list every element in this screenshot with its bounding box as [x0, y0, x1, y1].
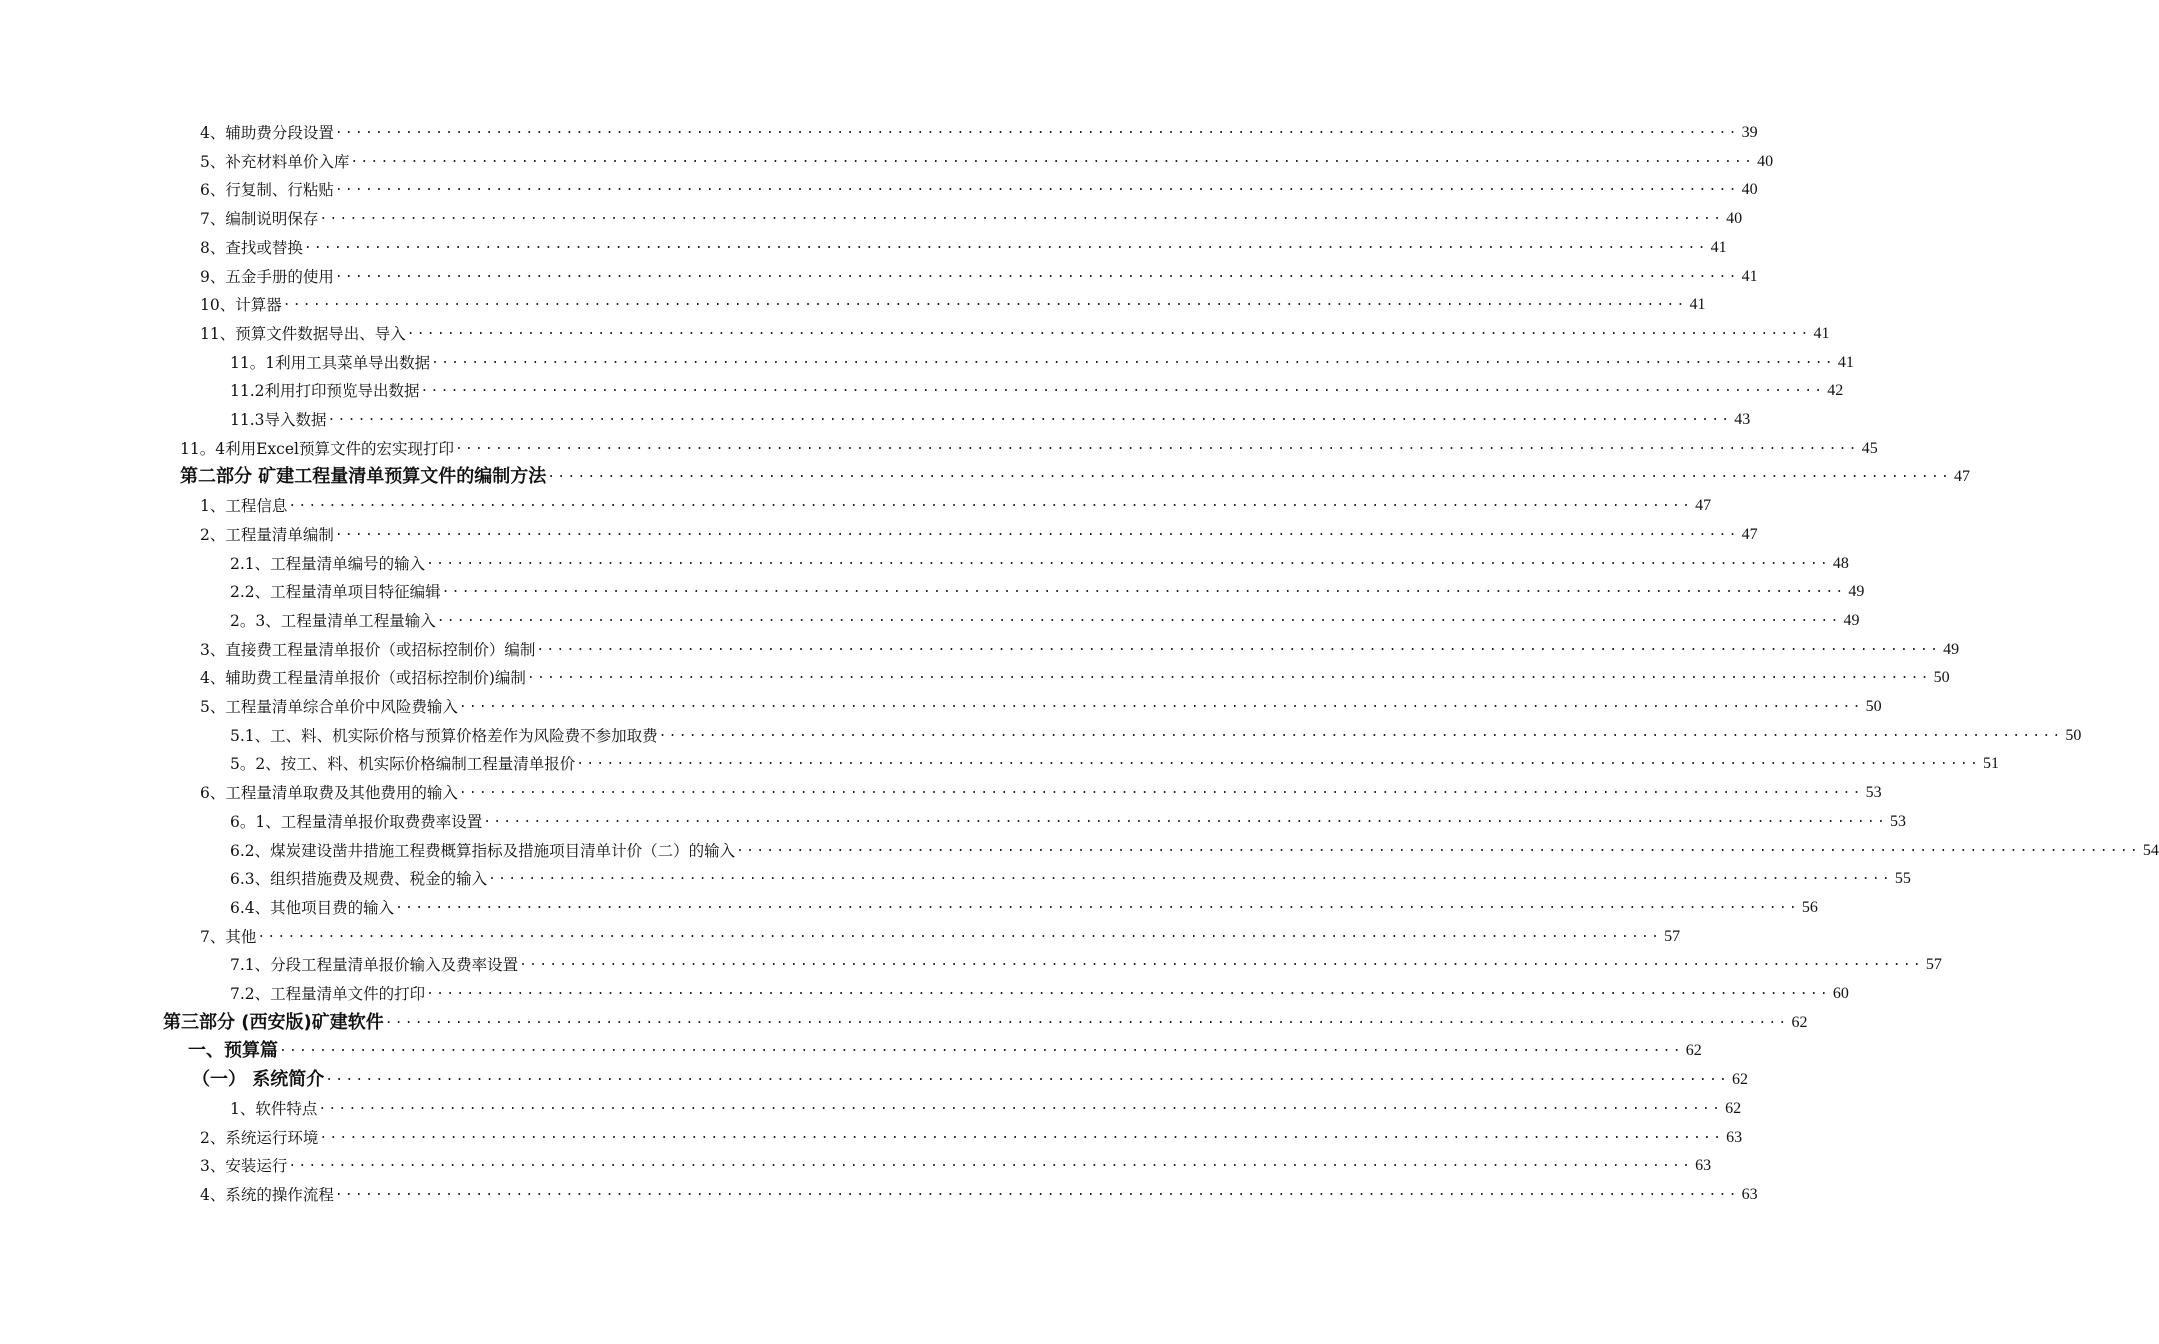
toc-entry[interactable]	[230, 949, 1942, 975]
dot-leader: ............................................................................................................................................	[426, 983, 1830, 998]
toc-entry-page-number: 45	[1861, 439, 1878, 457]
toc-entry-page-number: 47	[1741, 525, 1758, 543]
toc-entry-title: 7.2、工程量清单文件的打印	[230, 985, 426, 1003]
toc-entry-page-number: 50	[1933, 669, 1950, 687]
dot-leader: ............................................................................................................................................	[334, 1183, 1739, 1199]
toc-entry-title: 11.3导入数据	[230, 411, 327, 429]
dot-leader: ............................................................................................................................................	[658, 724, 2063, 740]
toc-entry-title: 5、工程量清单综合单价中风险费输入	[200, 698, 458, 716]
toc-entry-page-number: 40	[1741, 181, 1758, 199]
toc-entry-title: 1、软件特点	[230, 1099, 318, 1118]
toc-entry-title: 6、工程量清单取费及其他费用的输入	[200, 784, 458, 803]
toc-entry[interactable]	[200, 490, 1712, 516]
toc-entry-page-number: 49	[1943, 640, 1960, 658]
toc-entry-title: 2.1、工程量清单编号的输入	[230, 554, 426, 573]
toc-entry-page-number: 49	[1843, 611, 1860, 629]
dot-leader: ............................................................................................................................................	[384, 1011, 1789, 1027]
dot-leader: ............................................................................................................................................	[350, 150, 1755, 166]
dot-leader: ............................................................................................................................................	[736, 839, 2140, 855]
toc-entry-page-number: 50	[1865, 698, 1882, 715]
dot-leader: ............................................................................................................................................	[576, 753, 1980, 769]
dot-leader: ............................................................................................................................................	[420, 380, 1825, 396]
toc-entry[interactable]	[200, 1150, 1712, 1176]
toc-entry-page-number: 40	[1757, 152, 1774, 170]
toc-entry-title: 3、安装运行	[200, 1157, 288, 1176]
toc-entry-page-number: 41	[1837, 353, 1854, 371]
dot-leader: ............................................................................................................................................	[319, 208, 1724, 224]
toc-entry-title: 7.1、分段工程量清单报价输入及费率设置	[230, 956, 519, 975]
dot-leader: ............................................................................................................................................	[458, 696, 1863, 711]
toc-entry-page-number: 51	[1982, 755, 1999, 773]
dot-leader: ............................................................................................................................................	[334, 265, 1739, 281]
dot-leader: ............................................................................................................................................	[327, 409, 1732, 424]
dot-leader: ............................................................................................................................................	[288, 495, 1693, 511]
toc-entry[interactable]	[192, 1064, 1749, 1091]
toc-entry[interactable]	[200, 662, 1950, 688]
toc-entry-title: 3、直接费工程量清单报价（或招标控制价）编制	[200, 640, 536, 659]
toc-entry-title: 11、预算文件数据导出、导入	[200, 324, 406, 343]
toc-entry-page-number: 62	[1685, 1042, 1702, 1060]
toc-entry[interactable]	[200, 1122, 1743, 1148]
toc-entry-page-number: 39	[1741, 124, 1758, 141]
toc-entry-title: 4、系统的操作流程	[200, 1185, 334, 1204]
toc-entry-page-number: 62	[1791, 1013, 1808, 1031]
toc-entry-title: 6。1、工程量清单报价取费费率设置	[230, 812, 483, 831]
toc-entry-title: 11。4利用Excel预算文件的宏实现打印	[180, 439, 454, 458]
dot-leader: ............................................................................................................................................	[319, 1126, 1724, 1142]
toc-entry-page-number: 49	[1848, 583, 1865, 601]
toc-entry-title: 5.1、工、料、机实际价格与预算价格差作为风险费不参加取费	[230, 726, 658, 745]
toc-entry[interactable]	[230, 806, 1906, 832]
toc-entry-page-number: 41	[1813, 324, 1830, 342]
toc-entry[interactable]	[200, 519, 1758, 545]
toc-entry-page-number: 40	[1726, 210, 1743, 228]
dot-leader: ............................................................................................................................................	[458, 782, 1863, 798]
dot-leader: ............................................................................................................................................	[334, 523, 1739, 539]
toc-entry-page-number: 57	[1925, 956, 1942, 974]
toc-entry-page-number: 62	[1725, 1099, 1742, 1117]
toc-entry-title: 11.2利用打印预览导出数据	[230, 382, 420, 401]
toc-entry[interactable]	[230, 347, 1854, 373]
toc-entry-title: 5。2、按工、料、机实际价格编制工程量清单报价	[230, 755, 576, 774]
toc-entry[interactable]	[230, 748, 1999, 774]
toc-entry-title: 11。1利用工具菜单导出数据	[230, 353, 431, 372]
toc-entry-title: 10、计算器	[200, 296, 282, 315]
dot-leader: ............................................................................................................................................	[488, 868, 1892, 884]
toc-entry-title: 第二部分 矿建工程量清单预算文件的编制方法	[180, 466, 547, 488]
dot-leader: ............................................................................................................................................	[325, 1069, 1730, 1085]
toc-entry-title: 6.3、组织措施费及规费、税金的输入	[230, 870, 488, 889]
toc-entry-page-number: 47	[1954, 468, 1970, 486]
toc-entry-title: 4、辅助费工程量清单报价（或招标控制价)编制	[200, 669, 526, 688]
toc-entry-page-number: 50	[2065, 726, 2082, 744]
toc-entry-page-number: 54	[2142, 841, 2159, 859]
dot-leader: ............................................................................................................................................	[288, 1155, 1693, 1171]
dot-leader: ............................................................................................................................................	[282, 294, 1687, 310]
toc-entry-page-number: 63	[1741, 1185, 1758, 1203]
toc-entry-title: 8、查找或替换	[200, 238, 303, 257]
toc-entry-title: 2、系统运行环境	[200, 1128, 319, 1147]
dot-leader: ............................................................................................................................................	[406, 322, 1811, 338]
toc-entry-page-number: 41	[1741, 267, 1758, 285]
toc-entry-page-number: 55	[1894, 870, 1911, 888]
toc-entry-title: 6、行复制、行粘贴	[200, 181, 334, 200]
toc-entry-page-number: 53	[1865, 784, 1882, 802]
toc-entry[interactable]	[230, 863, 1911, 889]
dot-leader: ............................................................................................................................................	[441, 581, 1846, 597]
toc-entry-page-number: 47	[1695, 497, 1712, 515]
toc-entry-title: 9、五金手册的使用	[200, 267, 334, 286]
dot-leader: ............................................................................................................................................	[257, 925, 1662, 941]
toc-entry-page-number: 62	[1732, 1071, 1749, 1089]
toc-entry-page-number: 63	[1726, 1128, 1743, 1146]
toc-entry[interactable]	[180, 433, 1878, 459]
toc-entry-page-number: 63	[1695, 1157, 1712, 1175]
dot-leader: ............................................................................................................................................	[536, 638, 1941, 654]
toc-entry-title: 7、其他	[200, 927, 257, 946]
dot-leader: ............................................................................................................................................	[526, 667, 1931, 683]
dot-leader: ............................................................................................................................................	[426, 552, 1830, 568]
toc-entry[interactable]	[200, 777, 1882, 803]
toc-entry[interactable]	[200, 634, 1960, 660]
toc-entry-title: 7、编制说明保存	[200, 210, 319, 229]
toc-entry[interactable]	[230, 576, 1865, 602]
toc-entry-page-number: 60	[1832, 985, 1849, 1002]
toc-entry-title: 2、工程量清单编制	[200, 525, 334, 544]
toc-entry[interactable]	[200, 232, 1727, 258]
toc-entry[interactable]	[230, 1093, 1742, 1119]
toc-entry[interactable]	[230, 605, 1860, 631]
toc-entry[interactable]	[230, 892, 1818, 918]
toc-entry-title: 2.2、工程量清单项目特征编辑	[230, 583, 441, 602]
toc-entry-title: 1、工程信息	[200, 497, 288, 516]
dot-leader: ............................................................................................................................................	[454, 437, 1859, 453]
toc-entry[interactable]	[230, 375, 1844, 401]
toc-entry-title: 一、预算篇	[188, 1040, 278, 1062]
toc-entry[interactable]	[188, 1035, 1702, 1062]
dot-leader: ............................................................................................................................................	[334, 179, 1739, 195]
toc-entry[interactable]	[200, 921, 1681, 947]
dot-leader: ............................................................................................................................................	[431, 351, 1835, 367]
toc-entry[interactable]	[200, 691, 1882, 717]
toc-entry[interactable]	[230, 720, 2082, 746]
toc-entry[interactable]	[200, 203, 1743, 229]
dot-leader: ............................................................................................................................................	[547, 466, 1951, 482]
toc-entry-title: 5、补充材料单价入库	[200, 152, 350, 171]
toc-entry[interactable]	[180, 461, 1970, 488]
toc-entry[interactable]	[200, 261, 1758, 287]
toc-entry[interactable]	[230, 404, 1751, 430]
toc-entry[interactable]	[200, 174, 1758, 200]
toc-entry-page-number: 53	[1889, 812, 1906, 830]
dot-leader: ............................................................................................................................................	[436, 609, 1841, 625]
toc-entry-title: 2。3、工程量清单工程量输入	[230, 611, 436, 630]
toc-entry-title: 4、辅助费分段设置	[200, 124, 334, 142]
dot-leader: ............................................................................................................................................	[318, 1097, 1723, 1113]
toc-entry[interactable]	[163, 1007, 1808, 1033]
toc-entry-title: 6.4、其他项目费的输入	[230, 898, 395, 917]
toc-entry-page-number: 43	[1734, 411, 1751, 428]
dot-leader: ............................................................................................................................................	[395, 896, 1799, 912]
dot-leader: ............................................................................................................................................	[303, 236, 1708, 252]
toc-entry-title: 第三部分 (西安版)矿建软件	[163, 1011, 384, 1033]
toc-entry[interactable]	[230, 548, 1849, 574]
toc-entry-page-number: 41	[1710, 238, 1727, 256]
toc-entry[interactable]	[200, 1179, 1758, 1205]
toc-entry-page-number: 48	[1832, 554, 1849, 572]
dot-leader: ............................................................................................................................................	[279, 1040, 1683, 1056]
toc-entry[interactable]	[200, 146, 1774, 172]
dot-leader: ............................................................................................................................................	[483, 810, 1887, 826]
toc-entry-page-number: 41	[1689, 296, 1706, 314]
toc-entry[interactable]	[230, 835, 2159, 861]
toc-entry[interactable]	[200, 289, 1706, 315]
toc-entry-page-number: 56	[1801, 898, 1818, 916]
toc-entry-title: （一） 系统简介	[192, 1069, 325, 1091]
toc-entry[interactable]	[230, 978, 1849, 1004]
toc-entry[interactable]	[200, 117, 1758, 143]
dot-leader: ............................................................................................................................................	[519, 954, 1923, 970]
toc-entry-title: 6.2、煤炭建设凿井措施工程费概算指标及措施项目清单计价（二）的输入	[230, 841, 736, 860]
dot-leader: ............................................................................................................................................	[334, 122, 1739, 137]
toc-entry-page-number: 57	[1664, 927, 1681, 945]
toc-entry-page-number: 42	[1827, 382, 1844, 400]
toc-entry[interactable]	[200, 318, 1830, 344]
